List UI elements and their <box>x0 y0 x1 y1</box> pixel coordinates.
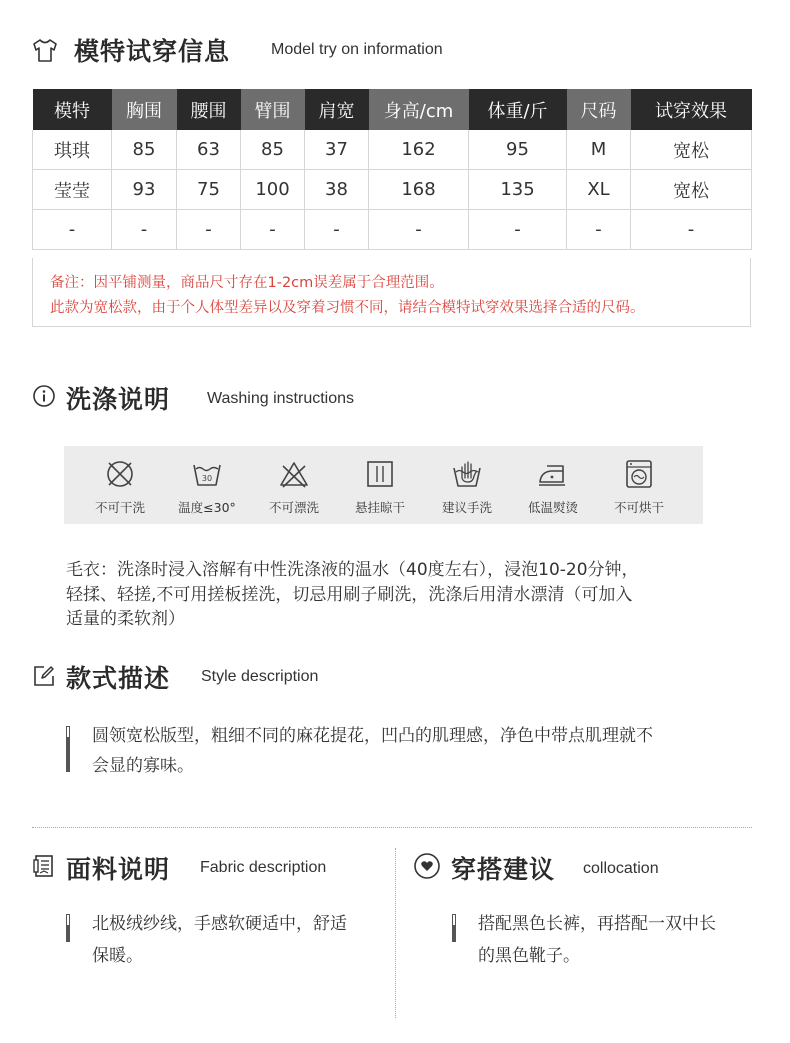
table-cell: 85 <box>241 130 305 170</box>
column-header: 肩宽 <box>305 89 369 130</box>
table-cell: XL <box>567 170 631 210</box>
wash-item-low-iron <box>513 446 593 524</box>
collocation-text-line-2: 的黑色靴子。 <box>478 946 580 966</box>
collocation-section-title: 穿搭建议 <box>451 855 556 884</box>
column-header: 试穿效果 <box>631 89 752 130</box>
tshirt-icon <box>30 35 60 65</box>
wash-item-no-dry-clean <box>80 446 160 524</box>
section-divider <box>32 827 752 828</box>
column-header: 身高/cm <box>369 89 469 130</box>
table-cell: 莹莹 <box>33 170 112 210</box>
table-cell: - <box>305 210 369 250</box>
size-note-line-2: 此款为宽松款，由于个人体型差异以及穿着习惯不同，请结合模特试穿效果选择合适的尺码。 <box>50 300 645 316</box>
table-cell: 168 <box>369 170 469 210</box>
collocation-section-subtitle: collocation <box>583 860 659 877</box>
wash-item-label: 悬挂晾干 <box>354 500 405 515</box>
table-cell: 37 <box>305 130 369 170</box>
wash-item-hang-dry <box>340 446 420 524</box>
table-cell: - <box>241 210 305 250</box>
style-text-line-2: 会显的寡味。 <box>92 756 194 776</box>
fabric-tag-icon <box>32 854 56 878</box>
edit-icon <box>32 664 56 688</box>
wash-item-label: 建议手洗 <box>441 500 492 515</box>
washing-icons-band <box>64 446 703 524</box>
style-section-title: 款式描述 <box>66 664 171 693</box>
heart-circle-icon <box>413 852 441 880</box>
hang-dry-icon <box>364 458 396 490</box>
table-row <box>33 130 752 170</box>
wash-30-icon <box>191 458 223 490</box>
size-table <box>32 89 752 250</box>
table-cell: 100 <box>241 170 305 210</box>
table-row <box>33 170 752 210</box>
wash-item-no-tumble-dry <box>599 446 679 524</box>
no-dry-clean-icon <box>104 458 136 490</box>
table-cell: - <box>567 210 631 250</box>
table-cell: - <box>33 210 112 250</box>
style-section-subtitle: Style description <box>201 668 319 685</box>
table-cell: - <box>177 210 241 250</box>
model-section-subtitle: Model try on information <box>271 41 443 58</box>
fabric-text-line-1: 北极绒纱线，手感软硬适中，舒适 <box>92 914 347 934</box>
table-cell: - <box>112 210 177 250</box>
collocation-quote-bar <box>452 914 456 942</box>
table-cell: 宽松 <box>631 130 752 170</box>
column-header: 尺码 <box>567 89 631 130</box>
table-cell: - <box>369 210 469 250</box>
wash-item-label: 不可干洗 <box>94 500 145 515</box>
table-cell: 宽松 <box>631 170 752 210</box>
table-cell: 63 <box>177 130 241 170</box>
size-note-line-1: 备注：因平铺测量，商品尺寸存在1-2cm误差属于合理范围。 <box>50 275 444 291</box>
table-cell: 75 <box>177 170 241 210</box>
model-section-title: 模特试穿信息 <box>74 37 231 66</box>
wash-item-hand-wash <box>427 446 507 524</box>
table-cell: 85 <box>112 130 177 170</box>
no-tumble-dry-icon <box>623 458 655 490</box>
washing-text-line-2: 轻揉、轻搓,不可用搓板搓洗，切忌用刷子刷洗，洗涤后用清水漂清（可加入 <box>66 585 633 605</box>
size-table-header <box>33 89 752 130</box>
column-header: 模特 <box>33 89 112 130</box>
info-circle-icon <box>32 384 56 408</box>
table-cell: 琪琪 <box>33 130 112 170</box>
wash-item-label: 不可烘干 <box>613 500 664 515</box>
fabric-quote-bar <box>66 914 70 942</box>
washing-section-subtitle: Washing instructions <box>207 390 355 407</box>
wash-item-no-bleach <box>254 446 334 524</box>
column-header: 胸围 <box>112 89 177 130</box>
washing-text-line-1: 毛衣：洗涤时浸入溶解有中性洗涤液的温水（40度左右），浸泡10-20分钟， <box>66 560 639 580</box>
table-cell: 95 <box>469 130 567 170</box>
table-cell: 135 <box>469 170 567 210</box>
fabric-section-title: 面料说明 <box>66 855 171 884</box>
washing-text-line-3: 适量的柔软剂） <box>66 609 185 629</box>
table-cell: - <box>469 210 567 250</box>
column-header: 臂围 <box>241 89 305 130</box>
table-cell: M <box>567 130 631 170</box>
column-header: 体重/斤 <box>469 89 567 130</box>
hand-wash-icon <box>451 458 483 490</box>
style-text-line-1: 圆领宽松版型，粗细不同的麻花提花，凹凸的肌理感，净色中带点肌理就不 <box>92 726 653 746</box>
style-quote-bar <box>66 726 70 772</box>
table-row <box>33 210 752 250</box>
fabric-text-line-2: 保暖。 <box>92 946 143 966</box>
table-cell: 93 <box>112 170 177 210</box>
column-divider <box>395 848 396 1018</box>
table-cell: 162 <box>369 130 469 170</box>
no-bleach-icon <box>278 458 310 490</box>
collocation-text-line-1: 搭配黑色长裤，再搭配一双中长 <box>478 914 716 934</box>
fabric-section-subtitle: Fabric description <box>200 859 327 876</box>
table-cell: 38 <box>305 170 369 210</box>
column-header: 腰围 <box>177 89 241 130</box>
size-note-box <box>32 258 751 327</box>
wash-item-30 <box>167 446 247 524</box>
washing-section-title: 洗涤说明 <box>66 385 171 414</box>
wash-item-label: 不可漂洗 <box>268 500 319 515</box>
table-cell: - <box>631 210 752 250</box>
wash-item-label: 低温熨烫 <box>527 500 578 515</box>
wash-item-label: 温度≤30° <box>178 500 236 515</box>
low-iron-icon <box>537 458 569 490</box>
wash-temperature-badge: 30 <box>201 474 213 483</box>
